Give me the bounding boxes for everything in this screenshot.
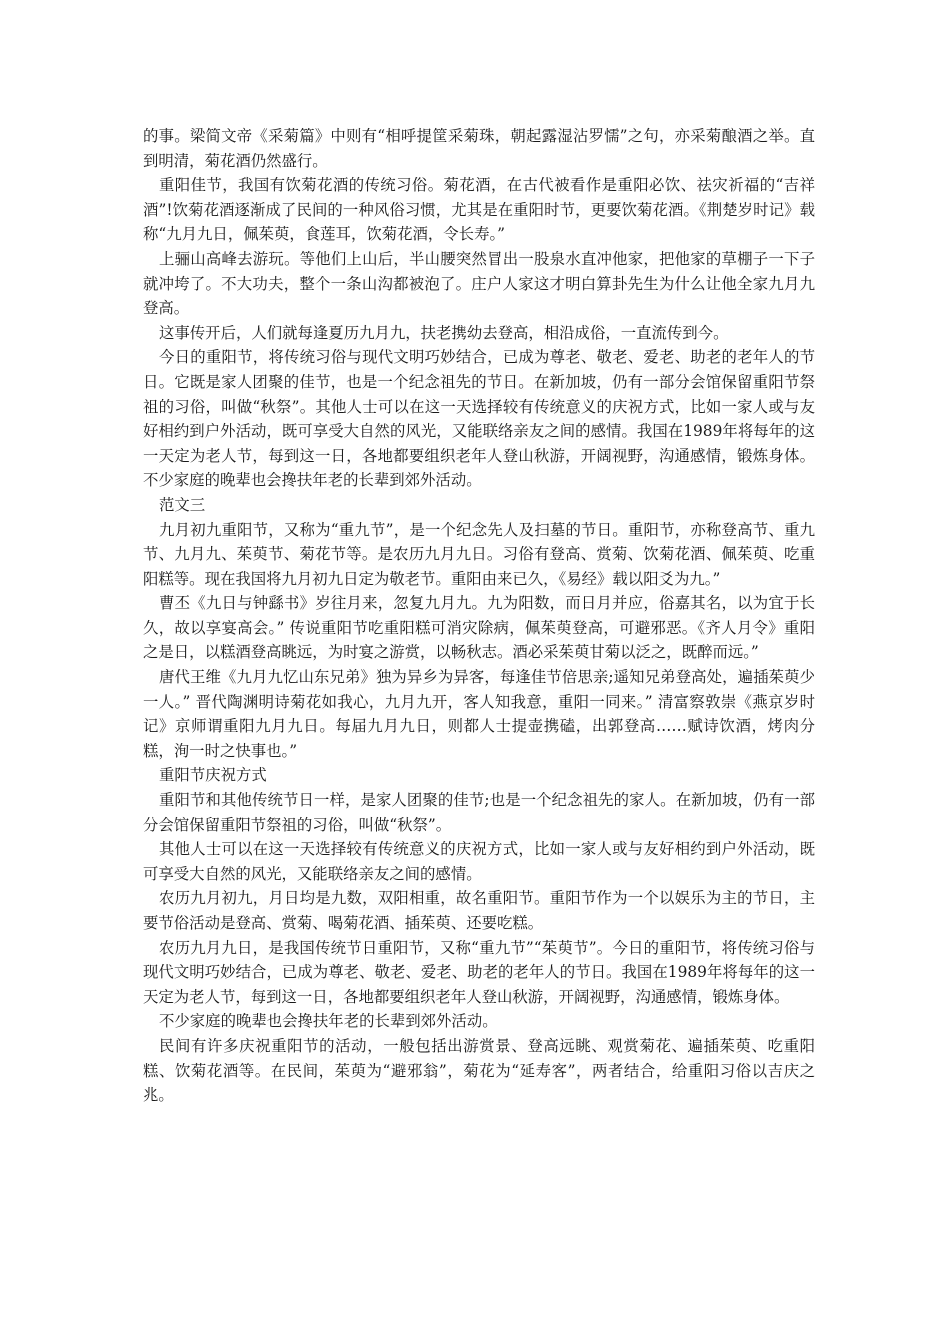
paragraph: 其他人士可以在这一天选择较有传统意义的庆祝方式，比如一家人或与友好相约到户外活动，既可享受大自然的风光，又能联络亲友之间的感情。: [143, 840, 815, 883]
paragraph: 这事传开后，人们就每逢夏历九月九，扶老携幼去登高，相沿成俗，一直流传到今。: [159, 323, 729, 342]
paragraph: 重阳佳节，我国有饮菊花酒的传统习俗。菊花酒，在古代被看作是重阳必饮、祛灾祈福的“吉祥酒”!饮菊花酒逐渐成了民间的一种风俗习惯，尤其是在重阳时节，更要饮菊花酒。《荆楚岁时记》载称“九月九日，佩茱萸，食莲耳，饮菊花酒，令长寿。”: [143, 176, 815, 244]
paragraph: 的事。梁简文帝《采菊篇》中则有“相呼提筐采菊珠，朝起露湿沾罗懦”之句，亦采菊酿酒之举。直到明清，菊花酒仍然盛行。: [143, 127, 815, 170]
document-body: [143, 124, 815, 1108]
paragraph: 今日的重阳节，将传统习俗与现代文明巧妙结合，已成为尊老、敬老、爱老、助老的老年人的节日。它既是家人团聚的佳节，也是一个纪念祖先的节日。在新加坡，仍有一部分会馆保留重阳节祭祖的习俗，叫做“秋祭”。其他人士可以在这一天选择较有传统意义的庆祝方式，比如一家人或与友好相约到户外活动，既可享受大自然的风光，又能联络亲友之间的感情。我国在1989年将每年的这一天定为老人节，每到这一日，各地都要组织老年人登山秋游，开阔视野，沟通感情，锻炼身体。不少家庭的晚辈也会搀扶年老的长辈到郊外活动。: [143, 348, 815, 490]
paragraph: 民间有许多庆祝重阳节的活动，一般包括出游赏景、登高远眺、观赏菊花、遍插茱萸、吃重阳糕、饮菊花酒等。在民间，茱萸为“避邪翁”，菊花为“延寿客”，两者结合，给重阳习俗以吉庆之兆。: [143, 1036, 815, 1105]
paragraph: 上骊山高峰去游玩。等他们上山后，半山腰突然冒出一股泉水直冲他家，把他家的草棚子一下子就冲垮了。不大功夫，整个一条山沟都被泡了。庄户人家这才明白算卦先生为什么让他全家九月九登高。: [143, 249, 815, 318]
section-heading: 范文三: [159, 495, 206, 514]
paragraph: 农历九月初九，月日均是九数，双阳相重，故名重阳节。重阳节作为一个以娱乐为主的节日，主要节俗活动是登高、赏菊、喝菊花酒、插茱萸、还要吃糕。: [143, 889, 815, 932]
paragraph: 不少家庭的晚辈也会搀扶年老的长辈到郊外活动。: [159, 1012, 498, 1031]
paragraph: 唐代王维《九月九忆山东兄弟》独为异乡为异客，每逢佳节倍思亲;遥知兄弟登高处，遍插茱萸少一人。” 晋代陶渊明诗菊花如我心，九月九开，客人知我意，重阳一同来。” 清富察敦崇《燕京岁时记》京师谓重阳九月九日。每届九月九日，则都人士提壶携磕，出郭登高……赋诗饮酒，烤肉分糕，洵一时之快事也。”: [143, 668, 815, 760]
paragraph: 重阳节和其他传统节日一样，是家人团聚的佳节;也是一个纪念祖先的家人。在新加坡，仍有一部分会馆保留重阳节祭祖的习俗，叫做“秋祭”。: [143, 791, 815, 834]
paragraph: 农历九月九日，是我国传统节日重阳节，又称“重九节”“茱萸节”。今日的重阳节，将传统习俗与现代文明巧妙结合，已成为尊老、敬老、爱老、助老的老年人的节日。我国在1989年将每年的这一天定为老人节，每到这一日，各地都要组织老年人登山秋游，开阔视野，沟通感情，锻炼身体。: [143, 938, 815, 1006]
section-heading: 重阳节庆祝方式: [159, 766, 267, 785]
paragraph: 曹丕《九日与钟繇书》岁往月来，忽复九月九。九为阳数，而日月并应，俗嘉其名，以为宜于长久，故以享宴高会。” 传说重阳节吃重阳糕可消灾除病，佩茱萸登高，可避邪恶。《齐人月令》重阳之是日，以糕酒登高眺远，为时宴之游赏，以畅秋志。酒必采茱萸甘菊以泛之，既醉而远。”: [143, 594, 815, 662]
paragraph: 九月初九重阳节，又称为“重九节”，是一个纪念先人及扫墓的节日。重阳节，亦称登高节、重九节、九月九、茱萸节、菊花节等。是农历九月九日。习俗有登高、赏菊、饮菊花酒、佩茱萸、吃重阳糕等。现在我国将九月初九日定为敬老节。重阳由来已久，《易经》载以阳爻为九。”: [143, 520, 815, 588]
